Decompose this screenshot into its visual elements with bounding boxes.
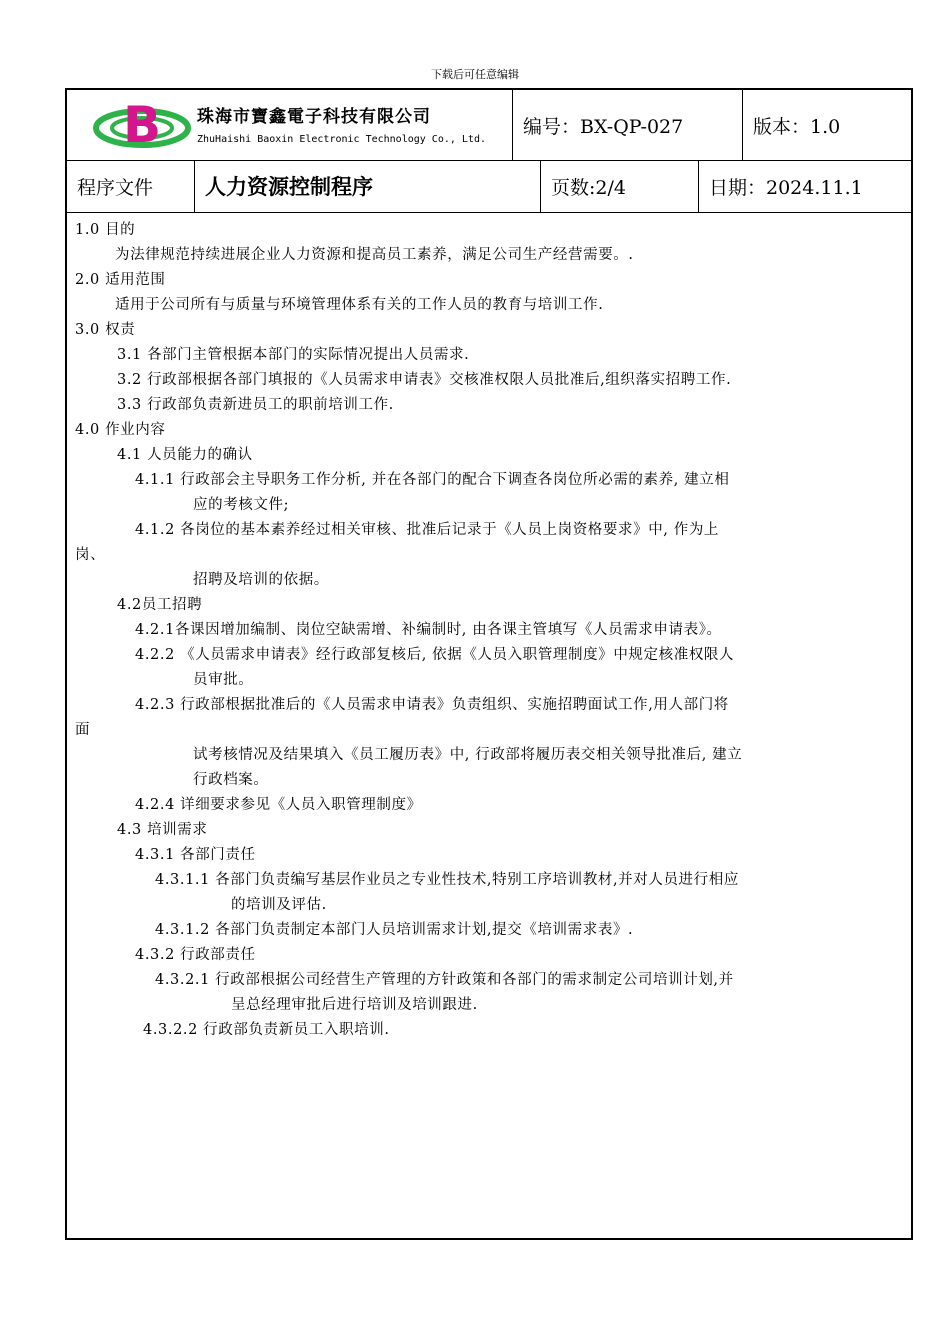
body-line: 为法律规范持续进展企业人力资源和提高员工素养，满足公司生产经营需要。. — [115, 247, 634, 263]
body-line: 面 — [75, 722, 91, 738]
company-cell — [67, 90, 513, 160]
document-frame — [65, 88, 913, 1240]
body-line: 4.3.1.1 各部门负责编写基层作业员之专业性技术,特别工序培训教材,并对人员进行相应 — [155, 872, 739, 888]
subsection-heading: 4.2员工招聘 — [117, 597, 203, 613]
doc-title: 人力资源控制程序 — [205, 175, 373, 199]
company-logo — [93, 98, 191, 152]
body-line: 4.3.1.2 各部门负责制定本部门人员培训需求计划,提交《培训需求表》. — [155, 922, 634, 938]
body-line: 4.2.3 行政部根据批准后的《人员需求申请表》负责组织、实施招聘面试工作,用人部门将 — [135, 697, 729, 713]
pages-cell — [541, 160, 699, 212]
date-cell — [699, 160, 911, 212]
body-line: 4.2.1各课因增加编制、岗位空缺需增、补编制时, 由各课主管填写《人员需求申请表》。 — [135, 622, 722, 638]
section-heading: 4.0 作业内容 — [75, 422, 166, 438]
section-heading: 3.0 权责 — [75, 322, 136, 338]
subsection-heading: 4.3 培训需求 — [117, 822, 208, 838]
body-line: 4.3.2 行政部责任 — [135, 947, 256, 963]
top-note: 下载后可任意编辑 — [431, 68, 519, 81]
doc-type-cell — [67, 160, 195, 212]
body-line: 4.3.1 各部门责任 — [135, 847, 256, 863]
body-line: 4.1.1 行政部会主导职务工作分析, 并在各部门的配合下调查各岗位所必需的素养, 建立相 — [135, 472, 730, 488]
doc-number: 编号：BX-QP-027 — [523, 115, 684, 138]
doc-number-cell — [513, 90, 743, 160]
header-row-1 — [67, 90, 911, 161]
body-line: 4.3.2.1 行政部根据公司经营生产管理的方针政策和各部门的需求制定公司培训计划,并 — [155, 972, 734, 988]
page-count: 页数:2/4 — [551, 176, 626, 199]
body-line: 4.2.4 详细要求参见《人员入职管理制度》 — [135, 797, 422, 813]
body-line: 岗、 — [75, 547, 106, 563]
body-line: 试考核情况及结果填入《员工履历表》中, 行政部将履历表交相关领导批准后, 建立 — [193, 747, 743, 763]
section-heading: 1.0 目的 — [75, 222, 136, 238]
body-line: 3.1 各部门主管根据本部门的实际情况提出人员需求. — [117, 347, 470, 363]
body-line: 3.2 行政部根据各部门填报的《人员需求申请表》交核准权限人员批准后,组织落实招聘工作. — [117, 372, 732, 388]
company-name-cn: 珠海市寶鑫電子科技有限公司 — [197, 107, 431, 127]
doc-date: 日期：2024.11.1 — [709, 176, 863, 199]
header-row-2 — [67, 160, 911, 213]
body-line: 4.3.2.2 行政部负责新员工入职培训. — [143, 1022, 390, 1038]
section-heading: 2.0 适用范围 — [75, 272, 166, 288]
body-line: 4.2.2 《人员需求申请表》经行政部复核后, 依据《人员入职管理制度》中规定核准权限人 — [135, 647, 735, 663]
body-line: 招聘及培训的依据。 — [193, 572, 329, 588]
logo-letter: B — [122, 98, 162, 152]
doc-type: 程序文件 — [77, 176, 154, 199]
body-line: 3.3 行政部负责新进员工的职前培训工作. — [117, 397, 394, 413]
doc-title-cell — [195, 160, 541, 212]
body-line: 的培训及评估. — [231, 897, 327, 913]
body-line: 适用于公司所有与质量与环境管理体系有关的工作人员的教育与培训工作. — [115, 297, 604, 313]
body-line: 行政档案。 — [193, 772, 269, 788]
body-line: 4.1.2 各岗位的基本素养经过相关审核、批准后记录于《人员上岗资格要求》中, 作为上 — [135, 522, 720, 538]
version-cell — [743, 90, 911, 160]
body-line: 呈总经理审批后进行培训及培训跟进. — [231, 997, 478, 1013]
body-line: 应的考核文件; — [193, 497, 290, 513]
version: 版本：1.0 — [753, 115, 841, 138]
company-name-en: ZhuHaishi Baoxin Electronic Technology Co., Ltd. — [197, 134, 486, 145]
subsection-heading: 4.1 人员能力的确认 — [117, 447, 253, 463]
body-line: 员审批。 — [193, 672, 254, 688]
